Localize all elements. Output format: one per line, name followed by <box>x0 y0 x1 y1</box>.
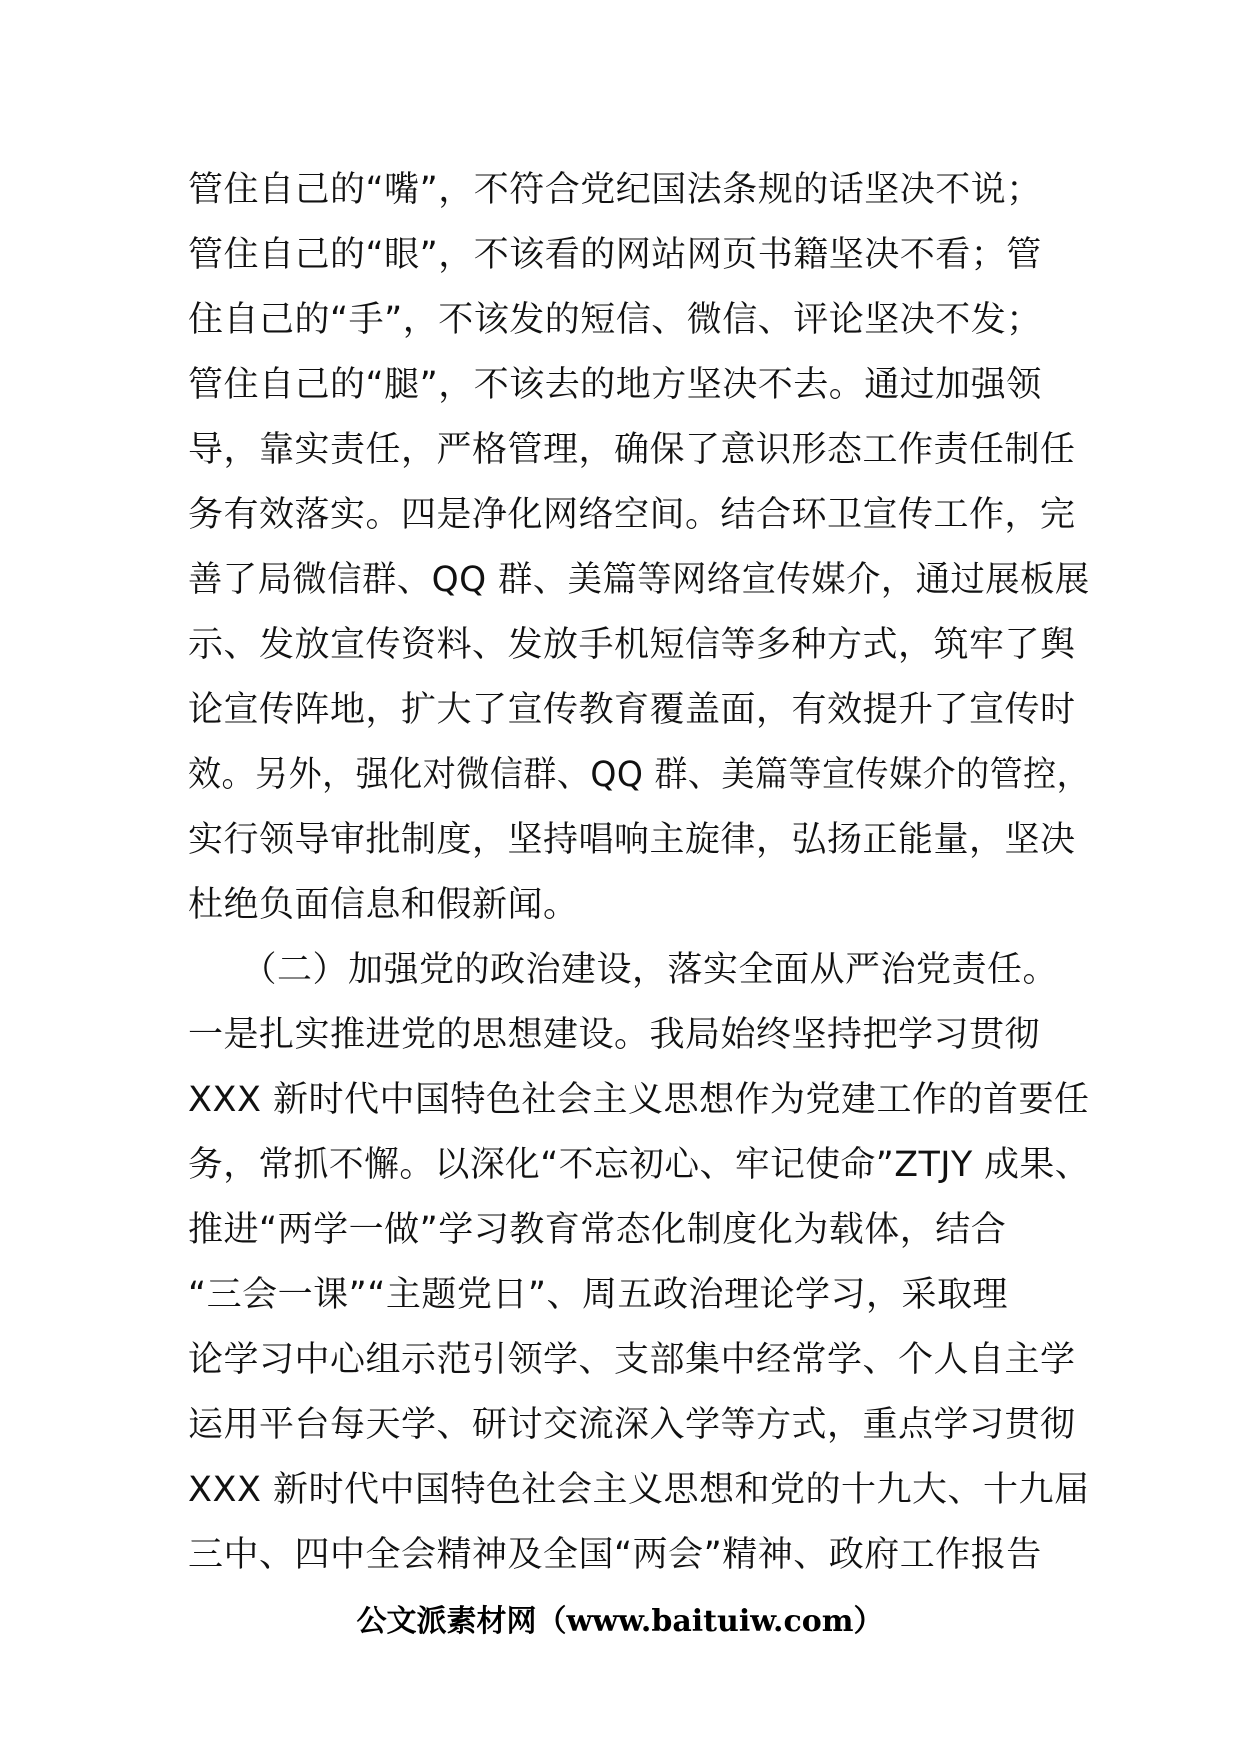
text-line: 效。另外，强化对微信群、QQ 群、美篇等宣传媒介的管控， <box>188 755 1091 795</box>
text-line: 论宣传阵地，扩大了宣传教育覆盖面，有效提升了宣传时 <box>188 690 1076 730</box>
footer-watermark: 公文派素材网（www.baituiw.com） <box>356 1604 884 1639</box>
section-heading-line: （二）加强党的政治建设，落实全面从严治党责任。 <box>188 950 1059 990</box>
text-line: 务，常抓不懈。以深化“不忘初心、牢记使命”ZTJY 成果、 <box>188 1145 1090 1185</box>
text-line: XXX 新时代中国特色社会主义思想和党的十九大、十九届 <box>188 1470 1090 1510</box>
text-line: 管住自己的“眼”，不该看的网站网页书籍坚决不看；管 <box>188 235 1042 275</box>
text-line: 管住自己的“腿”，不该去的地方坚决不去。通过加强领 <box>188 365 1042 405</box>
text-line: 务有效落实。四是净化网络空间。结合环卫宣传工作，完 <box>188 495 1076 535</box>
text-line: 住自己的“手”，不该发的短信、微信、评论坚决不发； <box>188 300 1042 340</box>
text-line: 管住自己的“嘴”，不符合党纪国法条规的话坚决不说； <box>188 170 1042 210</box>
text-line: 运用平台每天学、研讨交流深入学等方式，重点学习贯彻 <box>188 1405 1076 1445</box>
text-line: 论学习中心组示范引领学、支部集中经常学、个人自主学 <box>188 1340 1076 1380</box>
text-line: 推进“两学一做”学习教育常态化制度化为载体，结合 <box>188 1210 1007 1250</box>
text-line: 三中、四中全会精神及全国“两会”精神、政府工作报告 <box>188 1535 1042 1575</box>
text-line: 实行领导审批制度，坚持唱响主旋律，弘扬正能量，坚决 <box>188 820 1076 860</box>
text-line: 杜绝负面信息和假新闻。 <box>188 885 579 925</box>
text-line: 善了局微信群、QQ 群、美篇等网络宣传媒介，通过展板展 <box>188 560 1090 600</box>
text-line: XXX 新时代中国特色社会主义思想作为党建工作的首要任 <box>188 1080 1090 1120</box>
text-line: 示、发放宣传资料、发放手机短信等多种方式，筑牢了舆 <box>188 625 1076 665</box>
text-line: 导，靠实责任，严格管理，确保了意识形态工作责任制任 <box>188 430 1076 470</box>
text-line: “三会一课”“主题党日”、周五政治理论学习，采取理 <box>188 1275 1009 1315</box>
text-line: 一是扎实推进党的思想建设。我局始终坚持把学习贯彻 <box>188 1015 1041 1055</box>
